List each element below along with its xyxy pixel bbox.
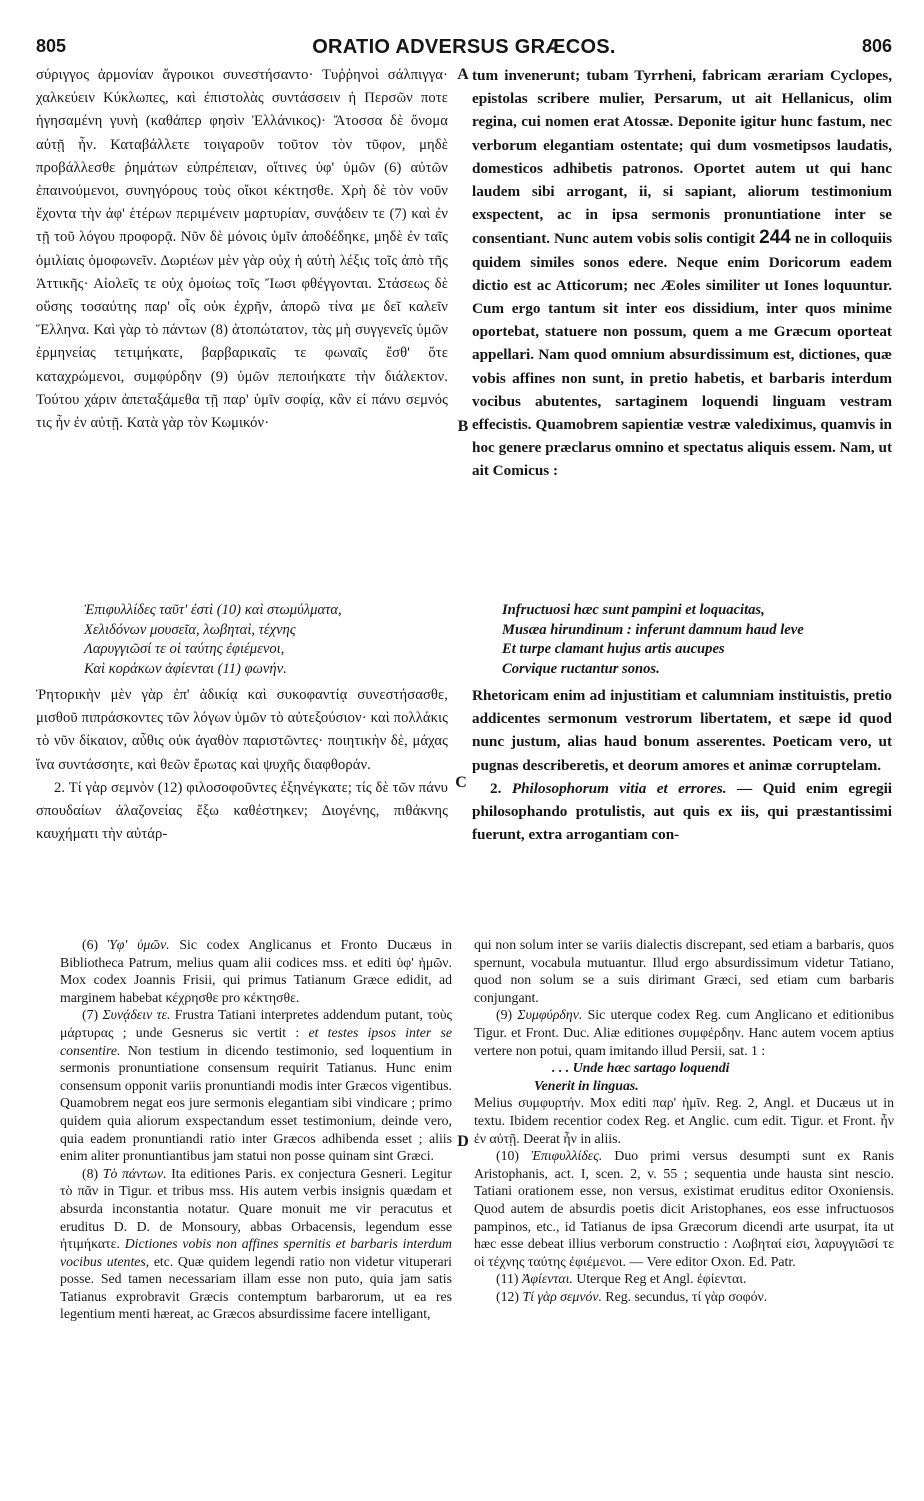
greek-paragraph: Ῥητορικὴν μὲν γὰρ ἐπ' ἀδικίᾳ καὶ συκοφαντίᾳ συνεστήσασθε, μισθοῦ πιπράσκοντες τῶν λόγων ὑμῶν τὸ αὐτεξούσιον· καὶ πολλάκις τὸ νῦν δίκαιον, αὖθις οὐκ ἀγαθὸν παριστῶντες· ποιητικὴν δὲ, μάχας ἵνα συντάσσητε, καὶ θεῶν ἔρωτας καὶ ψυχῆς διαφθοράν. — [36, 687, 448, 773]
footnote-lemma: Συνᾴδειν τε. — [102, 1007, 171, 1023]
footnote-lemma: Τὸ πάντων. — [102, 1165, 167, 1181]
margin-marker-a: A — [457, 66, 469, 83]
footnote — [474, 1006, 894, 1059]
footnote-text: Melius συμφυρτήν. Mox editi παρ' ἡμῖν. Reg. 2, Angl. et Ducæus ut in textu. Ibidem recentior codex Reg. et Anglic. cum edit. Tigur. et Front. ἦν ἐν αὐτῇ. Deerat ἦν in aliis. — [474, 1095, 894, 1146]
latin-text-block-1 — [472, 64, 892, 483]
footnote-text: Sic uterque codex Reg. cum Anglicano et editionibus Tigur. et Front. Duc. Aliæ editiones συμφέρδην. Hanc autem vocem aptius vertere non potui, quam imitando illud Persii, sat. 1 : — [474, 1007, 894, 1058]
footnote-number: (10) — [496, 1148, 519, 1164]
latin-paragraph — [472, 64, 892, 483]
latin-text: tum invenerunt; tubam Tyrrheni, fabricam ærariam Cyclopes, epistolas scribere mulier, Persarum, ut ait Hellanicus, olim regina, cui nomen erat Atossæ. Deponite igitur hunc fastum, nec verborum elegantiam ostentate; qui dum vosmetipsos laudatis, domesticos adhibetis patronos. Oportet autem ut qui hanc laudem sibi arrogant, ii, si sapiant, aliorum testimonium exspectent, ac in ipsa sermonis pronuntiatione inter se consentiant. Nunc autem vobis solis contigit — [472, 67, 892, 248]
greek-text-block-1 — [36, 64, 448, 435]
running-title: ORATIO ADVERSUS GRÆCOS. — [312, 36, 616, 58]
section-number: 2. — [490, 779, 502, 797]
latin-verse-quote — [502, 601, 902, 679]
footnote — [60, 1006, 452, 1164]
footnote-italic: Dictiones vobis non affines spernitis et barbaris interdum vocibus utentes, — [60, 1236, 452, 1269]
verse-line: Ἐπιφυλλίδες ταῦτ' ἐστὶ (10) καὶ στωμύλματα, — [84, 602, 342, 618]
footnote-text: Ita editiones Paris. ex conjectura Gesneri. Legitur τὸ πᾶν in Tigur. et tribus mss. His autem verbis insignis quædam et absurda inconstantia notatur. Quare monuit me vir peracutus et eruditus D. D. de Monsoury, abbas Orbacensis, legendum esse ἠτιμήκατε. — [60, 1165, 453, 1252]
footnote-text: Frustra Tatiani interpretes addendum putant, τοὺς μάρτυρας ; unde Gesnerus sic vertit : — [60, 1007, 453, 1040]
page-reference: 244 — [759, 227, 791, 249]
footnote-lemma: Ἀφίενται. — [521, 1271, 573, 1287]
footnote-text: Uterque Reg et Angl. ἐφίενται. — [576, 1271, 747, 1287]
footnote-text: Duo primi versus desumpti sunt ex Ranis Aristophanis, act. I, scen. 2, v. 55 ; sequentia unde hausta sint nescio. Tatiani orationem esse, non versus, existimat eruditus editor Oxoniensis. Quod autem de absurdis poetis dicit Aristophanes, eos esse infructuosos pampinos, etc., id Tatianus de ipsa Græcorum dicendi arte usurpat, ita ut hæc esse debeat illius verborum constructio : Λωβηταί εἰσι, λαρυγγιῶσί τε οἱ τέχνης ταύτης ἐφιέμενοι. — Vere editor Oxon. Ed. Patr. — [474, 1148, 894, 1269]
footnote-lemma: Συμφύρδην. — [517, 1007, 583, 1023]
verse-line: Musæa hirundinum : inferunt damnum haud leve — [502, 621, 804, 638]
running-header — [36, 36, 892, 58]
footnote-lemma: Ὑφ' ὑμῶν. — [107, 937, 170, 952]
footnote — [474, 1147, 894, 1270]
verse-line: Corvique ructantur sonos. — [502, 660, 660, 677]
footnote — [60, 936, 452, 1006]
margin-marker-d: D — [457, 1133, 469, 1150]
verse-line: Infructuosi hæc sunt pampini et loquacitas, — [502, 602, 765, 618]
footnote-quote-line: . . . Unde hæc sartago loquendi — [552, 1060, 730, 1076]
footnote-lemma: Τί γὰρ σεμνόν. — [522, 1288, 602, 1304]
footnote-text: Reg. secundus, τί γὰρ σοφόν. — [605, 1288, 768, 1304]
footnote-number: (7) — [82, 1007, 99, 1023]
footnote-number: (11) — [496, 1271, 519, 1287]
latin-paragraph — [472, 777, 892, 847]
greek-paragraph: σύριγγος ἁρμονίαν ἄγροικοι συνεστήσαντο· Τυῤῥηνοὶ σάλπιγγα· χαλκεύειν Κύκλωπες, καὶ ἐπιστολὰς συντάσσειν ἡ Περσῶν ποτε ἡγησαμένη γυνὴ (καθάπερ φησὶν Ἑλλάνικος)· Ἄτοσσα δὲ ὄνομα αὐτῇ ἦν. Καταβάλλετε τοιγαροῦν τοῦτον τὸν τῦφον, μηδὲ προβάλλεσθε ῥημάτων εὐπρέπειαν, οἵτινες ὑφ' ὑμῶν (6) αὐτῶν ἐπαινούμενοι, συνηγόρους τοὺς οἴκοι κέκτησθε. Χρὴ δὲ τὸν νοῦν ἔχοντα τὴν ἀφ' ἑτέρων περιμένειν μαρτυρίαν, συνᾴδειν τε (7) καὶ ἐν τῇ τοῦ λόγου προφορᾷ. Νῦν δὲ μόνοις ὑμῖν ἀποδέδηκε, μηδὲ ἐν ταῖς ὁμιλίαις ὁμοφωνεῖν. Δωριέων μὲν γὰρ οὐχ ἡ αὐτὴ λέξις τοῖς ἀπὸ τῆς Ἀττικῆς· Αἰολεῖς τε οὐχ ὁμοίως τοῖς Ἴωσι φθέγγονται. Στάσεως δὲ οὔσης τοσαύτης παρ' οἷς οὐκ ἐχρῆν, ἀπορῶ τίνα με δεῖ καλεῖν Ἕλληνα. Καὶ γὰρ τὸ πάντων (8) ἀτοπώτατον, τὰς μὴ συγγενεῖς ὑμῶν ἑρμηνείας τετιμήκατε, βαρβαρικαῖς τε φωναῖς ἔσθ' ὅτε καταχρώμενοι, συμφύρδην (9) ὑμῶν πεποιήκατε τὴν διάλεκτον. Τούτου χάριν ἀπεταξάμεθα τῇ παρ' ὑμῖν σοφίᾳ, κἂν εἰ πάνυ σεμνός τις ἦν ἐν αὐτῇ. Κατὰ γὰρ τὸν Κωμικόν· — [36, 67, 448, 432]
footnote — [474, 1270, 894, 1288]
section-title: Philosophorum vitia et errores. — [511, 779, 727, 797]
footnote-text: Non testium in dicendo testimonio, sed loquentium in sermonis pronuntiatione consensum requirit Tatianus. Hunc enim consensum opponit variis pronuntiandi modis inter Græcos vigentibus. Quamobrem negat eos jure sermonis elegantiam sibi vindicare ; primo quidem quia aliorum exspectandum esset testimonium, deinde vero, quia eadem pronuntiandi ratio inter Græcos adhibenda esset ; aliis enim aliter pronuntiantibus jam statui non posse quinam sint Græci. — [60, 1042, 452, 1164]
latin-text-block-2 — [472, 684, 892, 846]
greek-verse-quote — [84, 601, 464, 679]
left-page-number: 805 — [36, 36, 67, 56]
footnote-number: (9) — [496, 1007, 513, 1023]
margin-marker-b: B — [457, 418, 469, 435]
footnote-number: (12) — [496, 1288, 519, 1304]
margin-marker-c: C — [455, 774, 467, 791]
latin-text: ne in colloquiis quidem similes sonos edere. Neque enim Doricorum eadem dictio est ac Atticorum; nec Æoles similiter ut Iones loquuntur. Cum ergo tantum sit inter eos dissidium, inter quos minime oportebat, statuere non possum, quem a me Græcum oporteat appellari. Nam quod omnium absurdissimum est, dictiones, quæ vobis affines non sunt, in pretio habetis, et barbaris interdum vocibus abutentes, sartaginem loquendi linguam vestram effecistis. Quamobrem sapientiæ vestræ valediximus, quamvis in hoc genere præclarus omnino et spectatus aliquis essem. Nam, ut ait Comicus : — [472, 230, 893, 480]
greek-paragraph: 2. Τί γὰρ σεμνὸν (12) φιλοσοφοῦντες ἐξηνέγκατε; τίς δὲ τῶν πάνυ σπουδαίων ἀλαζονείας ἔξω καθέστηκεν; Διογένης, πιθάκνης καυχήματι τὴν αὐτάρ- — [36, 779, 448, 843]
verse-line: Et turpe clamant hujus artis aucupes — [502, 641, 725, 657]
footnote-italic: et testes ipsos inter se consentire. — [60, 1024, 452, 1058]
footnote-text: etc. Quæ quidem legendi ratio non videtur vituperari posse. Sed tamen necessariam illam esse non puto, quia jam satis Tatianus exprobravit Græcis contemptum barbarorum, ut ea res legentium menti hæreat, ac Græcos absurdissime facere intelligant, — [60, 1253, 453, 1322]
footnote — [60, 1165, 452, 1323]
verse-line: Λαρυγγιῶσί τε οἱ ταύτης ἐφιέμενοι, — [84, 641, 285, 657]
footnote-lemma: Ἐπιφυλλίδες. — [531, 1148, 603, 1164]
footnotes-right-column — [474, 936, 894, 1305]
verse-line: Καὶ κοράκων ἀφίενται (11) φωνήν. — [84, 660, 287, 677]
verse-line: Χελιδόνων μουσεῖα, λωβηταὶ, τέχνης — [84, 621, 296, 638]
latin-text: — Quid enim egregii philosophando protulistis, aut quis ex iis, qui præstantissimi fuerunt, extra arrogantiam con- — [472, 779, 893, 844]
footnotes-left-column — [60, 936, 452, 1323]
footnote-continuation: qui non solum inter se variis dialectis discrepant, sed etiam a barbaris, quos spernunt, vocabula mutuantur. Illud ergo absurdissimum videtur Tatiano, quod non solum se a suis dirimant Græci, sed etiam cum barbaris conjungant. — [474, 937, 894, 1005]
greek-text-block-2 — [36, 684, 448, 846]
footnote-number: (8) — [82, 1165, 99, 1181]
footnote-number: (6) — [82, 937, 99, 952]
footnote-quote-line: Venerit in linguas. — [534, 1077, 639, 1093]
right-page-number: 806 — [861, 36, 892, 56]
latin-paragraph: Rhetoricam enim ad injustitiam et calumniam instituistis, pretio addicentes sermonum vestrorum libertatem, et sæpe id quod nunc justum, alias haud bonum asserentes. Poeticam vero, ut pugnas describeretis, et deorum amores et animæ corruptelam. — [472, 687, 892, 774]
footnote-text: Sic codex Anglicanus et Fronto Ducæus in Bibliotheca Patrum, melius quam alii codices mss. et editi ὑφ' ἡμῶν. Mox codex Joannis Frisii, qui primus Tatianum Græce edidit, ad marginem habebat κέχρησθε pro κέκτησθε. — [60, 937, 452, 1005]
footnote — [474, 1288, 894, 1306]
